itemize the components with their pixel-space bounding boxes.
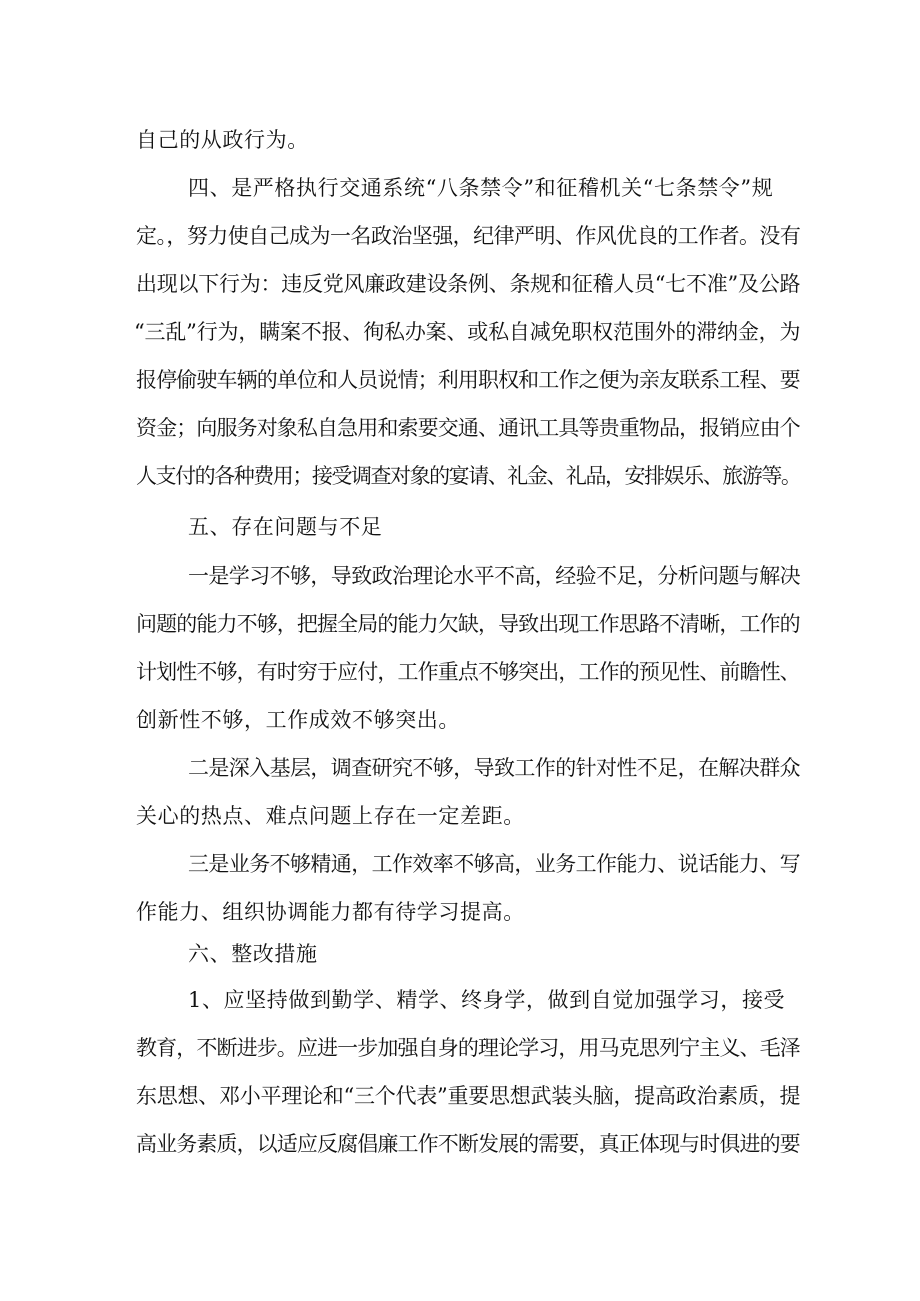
text-line: 定。，努力使自己成为一名政治坚强，纪律严明、作风优良的工作者。没有 — [136, 224, 801, 248]
text-line: 东思想、邓小平理论和“三个代表”重要思想武装头脑，提高政治素质，提 — [136, 1084, 801, 1108]
text-line: 作能力、组织协调能力都有待学习提高。 — [136, 900, 525, 924]
section-heading: 六、整改措施 — [188, 942, 318, 966]
paragraph-first-line: 三是业务不够精通，工作效率不够高，业务工作能力、说话能力、写 — [188, 852, 800, 876]
text-line: 出现以下行为：违反党风廉政建设条例、条规和征稽人员“七不准”及公路 — [136, 272, 801, 296]
text-line: 关心的热点、难点问题上存在一定差距。 — [136, 804, 525, 828]
section-heading: 五、存在问题与不足 — [188, 515, 383, 539]
paragraph-first-line: 四、是严格执行交通系统“八条禁令”和征稽机关“七条禁令”规 — [188, 176, 774, 200]
text-line: 自己的从政行为。 — [136, 128, 309, 152]
text-line: 人支付的各种费用；接受调查对象的宴请、礼金、礼品，安排娱乐、旅游等。 — [136, 464, 801, 488]
text-line: 计划性不够，有时穷于应付，工作重点不够突出，工作的预见性、前瞻性、 — [136, 660, 800, 684]
text-line: 资金；向服务对象私自急用和索要交通、通讯工具等贵重物品，报销应由个 — [136, 416, 800, 440]
paragraph-first-line: 一是学习不够，导致政治理论水平不高，经验不足，分析问题与解决 — [188, 564, 800, 588]
text-line: 教育，不断进步。应进一步加强自身的理论学习，用马克思列宁主义、毛泽 — [136, 1036, 800, 1060]
paragraph-first-line: 1、应坚持做到勤学、精学、终身学，做到自觉加强学习，接受 — [188, 988, 786, 1012]
text-line: 创新性不够，工作成效不够突出。 — [136, 708, 460, 732]
text-line: 报停偷驶车辆的单位和人员说情；利用职权和工作之便为亲友联系工程、要 — [136, 368, 800, 392]
text-line: 问题的能力不够，把握全局的能力欠缺，导致出现工作思路不清晰，工作的 — [136, 612, 800, 636]
paragraph-first-line: 二是深入基层，调查研究不够，导致工作的针对性不足，在解决群众 — [188, 756, 800, 780]
text-line: 高业务素质，以适应反腐倡廉工作不断发展的需要，真正体现与时俱进的要 — [136, 1132, 800, 1156]
text-line: “三乱”行为，瞒案不报、徇私办案、或私自减免职权范围外的滞纳金，为 — [134, 320, 801, 344]
